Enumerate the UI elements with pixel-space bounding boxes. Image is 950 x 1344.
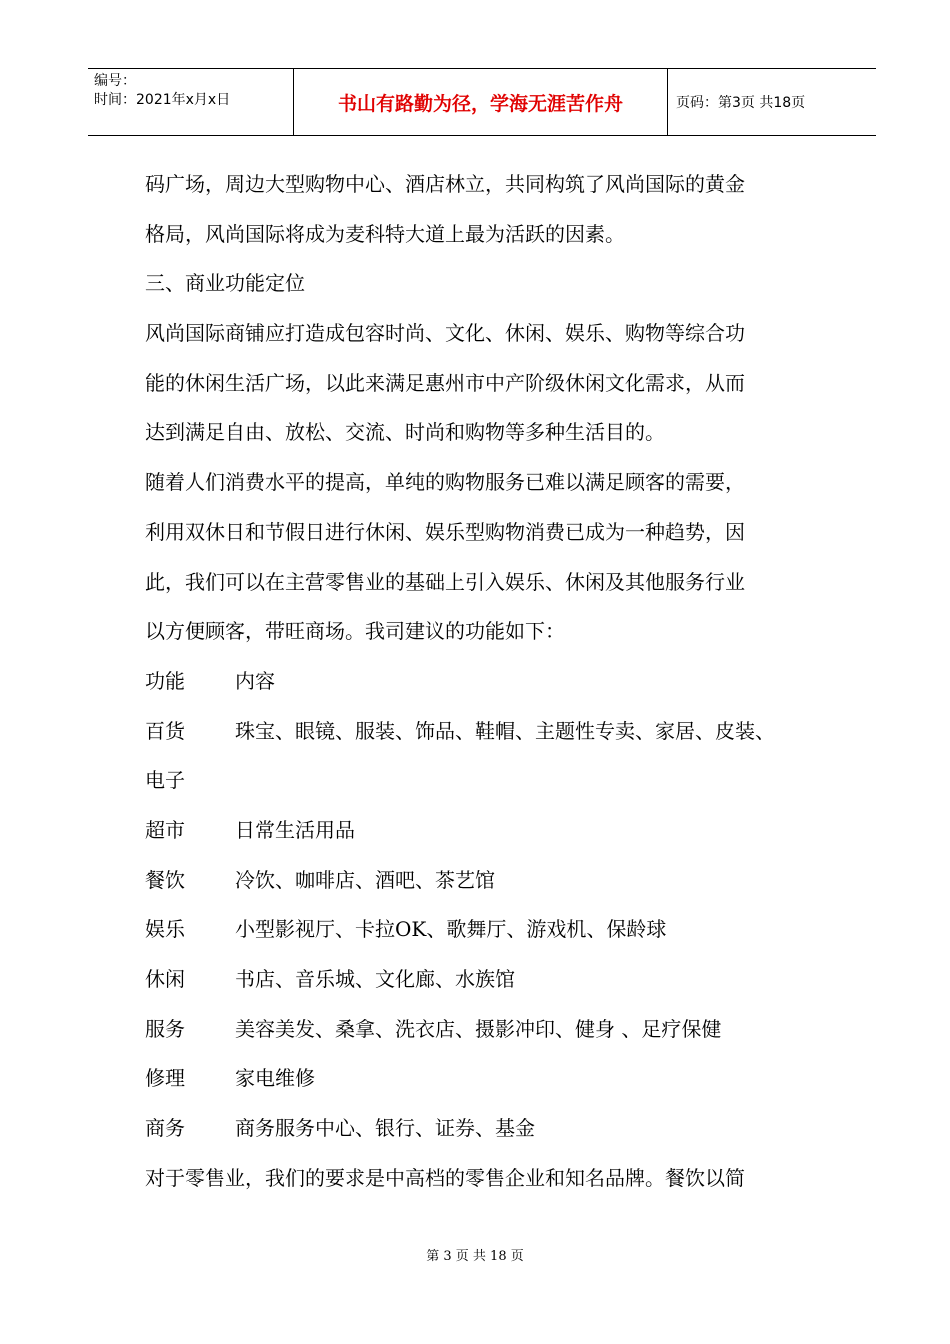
function-value: 日常生活用品 <box>235 817 355 842</box>
function-row <box>145 905 845 955</box>
function-row <box>145 856 845 906</box>
paragraph-line: 对于零售业，我们的要求是中高档的零售企业和知名品牌。餐饮以简 <box>145 1165 745 1190</box>
paragraph-line: 以方便顾客，带旺商场。我司建议的功能如下： <box>145 619 565 644</box>
function-value: 家电维修 <box>235 1066 315 1091</box>
function-key: 商务 <box>145 1116 185 1141</box>
function-row <box>145 756 845 806</box>
paragraph-line: 风尚国际商铺应打造成包容时尚、文化、休闲、娱乐、购物等综合功 <box>145 321 745 346</box>
header-page-label: 页码：第3页 共18页 <box>668 69 877 136</box>
function-row <box>145 1005 845 1055</box>
function-value: 冷饮、咖啡店、酒吧、茶艺馆 <box>235 867 495 892</box>
paragraph-line: 利用双休日和节假日进行休闲、娱乐型购物消费已成为一种趋势，因 <box>145 519 745 544</box>
page-footer: 第 3 页 共 18 页 <box>426 1249 524 1264</box>
document-number-label: 编号： <box>94 73 136 89</box>
paragraph-line: 此，我们可以在主营零售业的基础上引入娱乐、休闲及其他服务行业 <box>145 569 745 594</box>
function-row <box>145 955 845 1005</box>
paragraph-line: 随着人们消费水平的提高，单纯的购物服务已难以满足顾客的需要， <box>145 470 745 495</box>
function-key: 休闲 <box>145 967 185 991</box>
document-body <box>145 160 845 1203</box>
function-row <box>145 1104 845 1154</box>
paragraph-line: 码广场，周边大型购物中心、酒店林立，共同构筑了风尚国际的黄金 <box>145 172 745 196</box>
function-row <box>145 806 845 856</box>
function-key: 超市 <box>145 817 185 842</box>
function-key: 百货 <box>145 718 185 743</box>
header-meta <box>88 69 294 136</box>
function-value: 珠宝、眼镜、服装、饰品、鞋帽、主题性专卖、家居、皮装、 <box>235 718 775 743</box>
document-header <box>88 68 876 136</box>
function-header-key: 功能 <box>145 668 185 693</box>
function-key: 修理 <box>145 1066 185 1091</box>
header-motto: 书山有路勤为径，学海无涯苦作舟 <box>294 69 668 136</box>
function-header-value: 内容 <box>235 668 275 693</box>
paragraph-line: 能的休闲生活广场，以此来满足惠州市中产阶级休闲文化需求，从而 <box>145 370 745 395</box>
function-value: 书店、音乐城、文化廊、水族馆 <box>235 967 515 991</box>
function-key: 餐饮 <box>145 867 185 892</box>
function-value: 商务服务中心、银行、证券、基金 <box>235 1116 535 1141</box>
function-value: 美容美发、桑拿、洗衣店、摄影冲印、健身 、足疗保健 <box>235 1016 722 1041</box>
function-row <box>145 707 845 757</box>
function-row <box>145 1054 845 1104</box>
function-key: 娱乐 <box>145 917 185 942</box>
section-heading: 三、商业功能定位 <box>145 271 305 296</box>
function-key: 电子 <box>145 768 185 793</box>
document-time-label: 时间：2021年x月x日 <box>94 92 231 108</box>
function-key: 服务 <box>145 1016 185 1041</box>
function-value: 小型影视厅、卡拉OK、歌舞厅、游戏机、保龄球 <box>235 917 667 942</box>
function-table-header <box>145 657 845 707</box>
paragraph-line: 格局，风尚国际将成为麦科特大道上最为活跃的因素。 <box>145 221 625 246</box>
paragraph-line: 达到满足自由、放松、交流、时尚和购物等多种生活目的。 <box>145 420 665 445</box>
